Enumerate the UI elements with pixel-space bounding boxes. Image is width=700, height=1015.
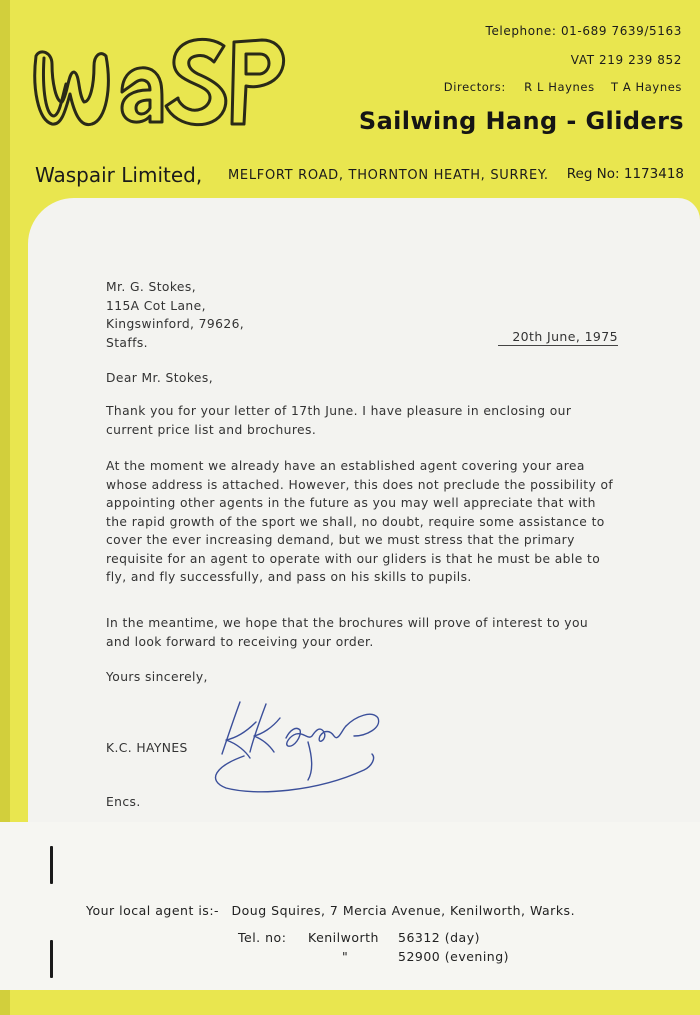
- body-paragraph: In the meantime, we hope that the brochures will prove of interest to you and look forward to receiving your order.: [106, 616, 589, 649]
- vat-number: VAT 219 239 852: [570, 53, 682, 67]
- phone-place: ": [342, 949, 349, 964]
- director-name: T A Haynes: [610, 80, 682, 94]
- signatory-name: K.C. HAYNES: [106, 741, 188, 755]
- agent-details: Doug Squires, 7 Mercia Avenue, Kenilworth, Warks.: [231, 903, 576, 918]
- wasp-logo: [28, 28, 290, 140]
- tagline: Sailwing Hang - Gliders: [358, 107, 684, 135]
- address-line: Kingswinford, 79626,: [106, 317, 245, 331]
- directors-label: Directors:: [443, 80, 506, 94]
- phone-note: (evening): [444, 949, 510, 964]
- directors-line: [444, 80, 682, 94]
- address-line: 115A Cot Lane,: [106, 298, 206, 313]
- punch-hole-mark: [50, 940, 53, 978]
- phone-number: 56312 (day): [398, 930, 480, 945]
- body-paragraph: At the moment we already have an established agent covering your area whose address is attached. However, this does not preclude the possibility of appointing other agents in the future as you may well appreciate that with the rapid growth of the sport we shall, no doubt, require some assistance to cover the ever increasing demand, but we must stress that the primary requisite for an agent to operate with our gliders is that he must be able to fly, and fly successfully, and pass on his skills to pupils.: [106, 459, 614, 584]
- local-agent-line: [86, 903, 575, 918]
- punch-hole-mark: [50, 846, 53, 884]
- letter-date: 20th June, 1975: [498, 329, 618, 346]
- body-paragraph: Thank you for your letter of 17th June. I have pleasure in enclosing our current price list and brochures.: [106, 404, 572, 437]
- phone-place: Kenilworth: [308, 930, 379, 945]
- company-address: MELFORT ROAD, THORNTON HEATH, SURREY.: [228, 168, 549, 183]
- address-line: Mr. G. Stokes,: [106, 280, 197, 294]
- director-name: R L Haynes: [524, 80, 595, 94]
- telephone-number: Telephone: 01-689 7639/5163: [485, 24, 682, 38]
- salutation: Dear Mr. Stokes,: [106, 371, 214, 385]
- enclosures-note: Encs.: [106, 795, 141, 809]
- handwritten-signature: [196, 696, 396, 798]
- address-line: Staffs.: [106, 335, 148, 350]
- recipient-address: [106, 278, 244, 352]
- tel-label: Tel. no:: [238, 930, 287, 945]
- closing: Yours sincerely,: [106, 670, 208, 684]
- registration-number: Reg No: 1173418: [566, 166, 684, 182]
- company-name: Waspair Limited,: [35, 163, 203, 187]
- phone-note: (day): [444, 930, 480, 945]
- phone-number: 52900 (evening): [398, 949, 510, 964]
- agent-label: Your local agent is:-: [86, 903, 220, 918]
